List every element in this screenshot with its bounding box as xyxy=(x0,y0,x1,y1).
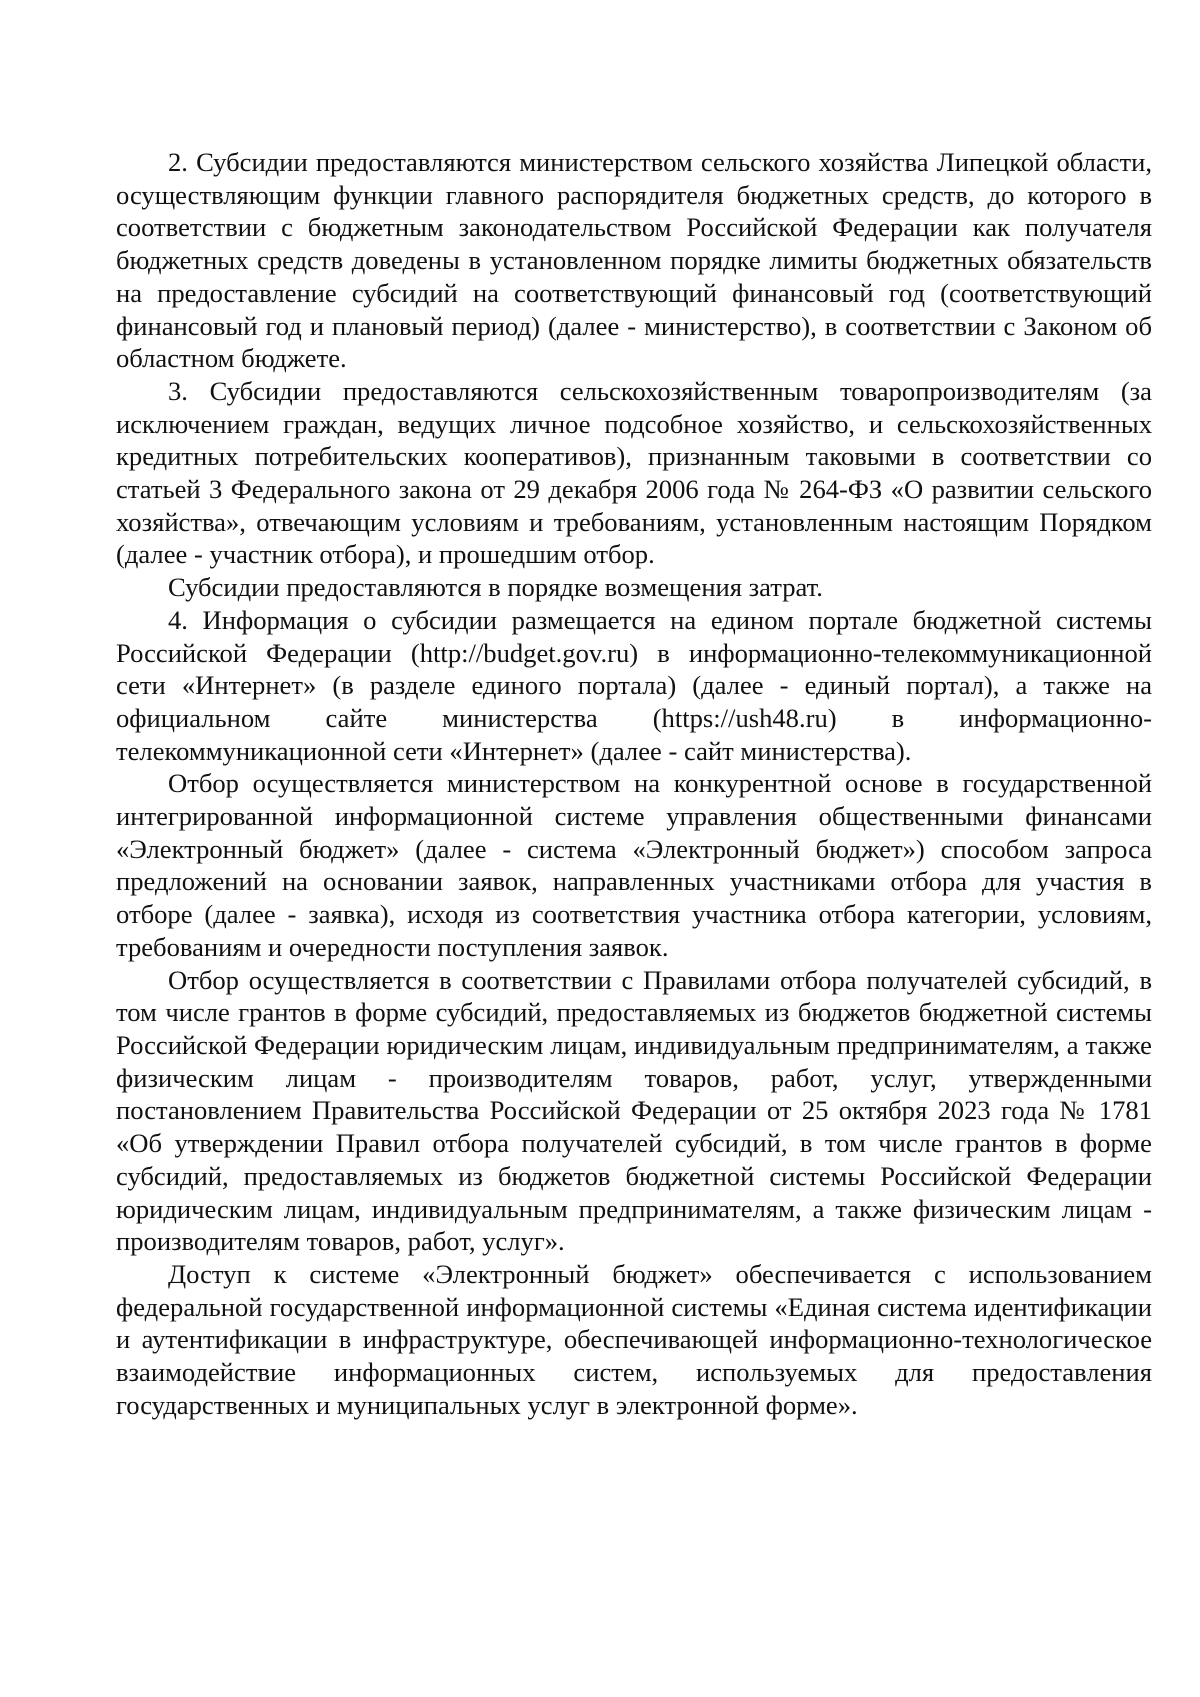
paragraph-item-2-subsidies-ministry: 2. Субсидии предоставляются министерством сельского хозяйства Липецкой области, осуществляющим функции главного распорядителя бюджетных средств, до которого в соответствии с бюджетным законодательством Российской Федерации как получателя бюджетных средств доведены в установленном порядке лимиты бюджетных обязательств на предоставление субсидий на соответствующий финансовый год (соответствующий финансовый год и плановый период) (далее - министерство), в соответствии с Законом об областном бюджете. xyxy=(116,147,1152,374)
document-body xyxy=(116,146,1152,1421)
paragraph-item-4-information-portal: 4. Информация о субсидии размещается на едином портале бюджетной системы Российской Федерации (http://budget.gov.ru) в информационно-телекоммуникационной сети «Интернет» (в разделе единого портала) (далее - единый портал), а также на официальном сайте министерства (https://ush48.ru) в информационно-телекоммуникационной сети «Интернет» (далее - сайт министерства). xyxy=(116,604,1152,766)
paragraph-selection-electronic-budget: Отбор осуществляется министерством на конкурентной основе в государственной интегрированной информационной системе управления общественными финансами «Электронный бюджет» (далее - система «Электронный бюджет») способом запроса предложений на основании заявок, направленных участниками отбора для участия в отборе (далее - заявка), исходя из соответствия участника отбора категории, условиям, требованиям и очередности поступления заявок. xyxy=(116,768,1152,962)
paragraph-selection-rules: Отбор осуществляется в соответствии с Правилами отбора получателей субсидий, в том числе грантов в форме субсидий, предоставляемых из бюджетов бюджетной системы Российской Федерации юридическим лицам, индивидуальным предпринимателям, а также физическим лицам - производителям товаров, работ, услуг, утвержденными постановлением Правительства Российской Федерации от 25 октября 2023 года № 1781 «Об утверждении Правил отбора получателей субсидий, в том числе грантов в форме субсидий, предоставляемых из бюджетов бюджетной системы Российской Федерации юридическим лицам, индивидуальным предпринимателям, а также физическим лицам - производителям товаров, работ, услуг». xyxy=(116,964,1152,1257)
paragraph-reimbursement: Субсидии предоставляются в порядке возмещения затрат. xyxy=(168,572,823,603)
paragraph-item-3-recipients: 3. Субсидии предоставляются сельскохозяйственным товаропроизводителям (за исключением граждан, ведущих личное подсобное хозяйство, и сельскохозяйственных кредитных потребительских кооперативов), признанным таковыми в соответствии со статьей 3 Федерального закона от 29 декабря 2006 года № 264-ФЗ «О развитии сельского хозяйства», отвечающим условиям и требованиям, установленным настоящим Порядком (далее - участник отбора), и прошедшим отбор. xyxy=(116,375,1152,570)
paragraph-system-access: Доступ к системе «Электронный бюджет» обеспечивается с использованием федеральной государственной информационной системы «Единая система идентификации и аутентификации в инфраструктуре, обеспечивающей информационно-технологическое взаимодействие информационных систем, используемых для предоставления государственных и муниципальных услуг в электронной форме». xyxy=(116,1258,1152,1420)
